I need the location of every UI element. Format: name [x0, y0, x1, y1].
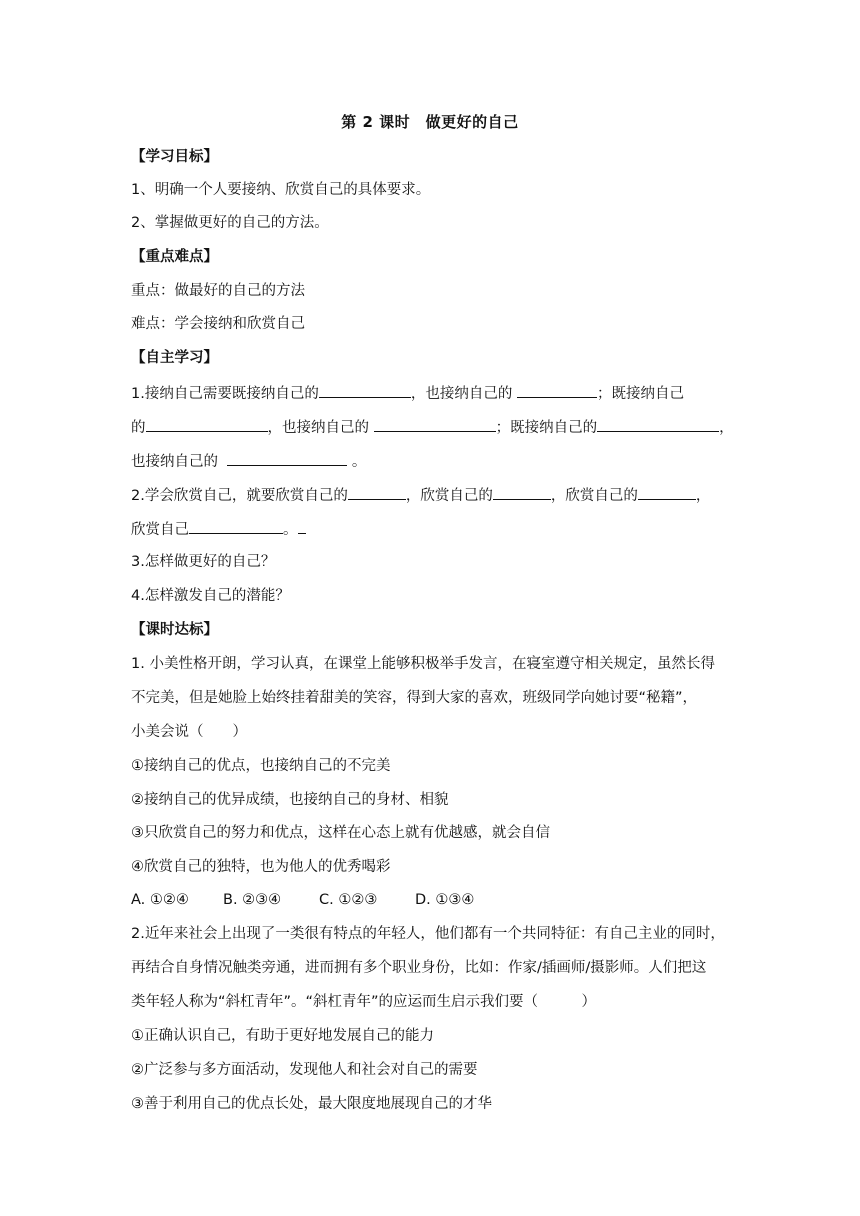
answer-option-b[interactable]: B. ②③④ [223, 892, 282, 908]
fill-question-1-line-2 [131, 416, 734, 438]
fill-blank[interactable] [227, 450, 347, 466]
mcq-1-choice: ①接纳自己的优点，也接纳自己的不完美 [131, 758, 391, 774]
question-text: 。 [283, 522, 298, 538]
question-text: ，也接纳自己的 [267, 420, 369, 436]
question-text: 2.学会欣赏自己，就要欣赏自己的 [131, 488, 348, 504]
answer-option-a[interactable]: A. ①②④ [131, 892, 189, 908]
fill-blank[interactable] [146, 416, 268, 432]
short-question-3: 3.怎样做更好的自己？ [131, 554, 276, 570]
question-text: ；既接纳自己的 [495, 420, 598, 436]
mcq-2-stem: 2.近年来社会上出现了一类很有特点的年轻人，他们都有一个共同特征：有自己主业的同时， [131, 926, 725, 942]
mcq-2-choice: ③善于利用自己的优点长处，最大限度地展现自己的才华 [131, 1096, 492, 1112]
page-title: 第 2 课时 做更好的自己 [341, 113, 519, 131]
fill-blank[interactable] [319, 382, 411, 398]
answer-option-d[interactable]: D. ①③④ [415, 892, 475, 908]
fill-blank[interactable] [493, 484, 551, 500]
mcq-2-choice: ②广泛参与多方面活动，发现他人和社会对自己的需要 [131, 1062, 478, 1078]
question-text: ， [695, 488, 711, 504]
fill-question-2-line-1 [131, 484, 731, 506]
mcq-1-stem: 小美会说（ ） [131, 724, 247, 740]
question-text: 的 [131, 420, 146, 436]
fill-blank[interactable] [189, 518, 283, 534]
fill-blank[interactable] [298, 518, 306, 534]
question-text: ，也接纳自己的 [410, 386, 513, 402]
fill-blank[interactable] [374, 416, 496, 432]
mcq-1-choice: ②接纳自己的优异成绩，也接纳自己的身材、相貌 [131, 792, 449, 808]
mcq-1-options [131, 890, 731, 910]
question-text: 1.接纳自己需要既接纳自己的 [131, 386, 319, 402]
fill-question-1-line-3 [131, 450, 731, 472]
section-heading-keypoints: 【重点难点】 [131, 249, 218, 265]
fill-question-2-line-2 [131, 518, 731, 540]
question-text: ；既接纳自己 [596, 386, 684, 402]
section-heading-self-study: 【自主学习】 [131, 350, 218, 366]
goal-item: 2、掌握做更好的自己的方法。 [131, 215, 329, 231]
mcq-1-stem: 1. 小美性格开朗，学习认真，在课堂上能够积极举手发言，在寝室遵守相关规定，虽然长得 [131, 656, 715, 672]
question-text: ，欣赏自己的 [550, 488, 638, 504]
section-heading-practice: 【课时达标】 [131, 622, 218, 638]
question-text: ，欣赏自己的 [405, 488, 493, 504]
question-text: 欣赏自己 [131, 522, 189, 538]
keypoint-item: 重点：做最好的自己的方法 [131, 283, 305, 299]
answer-option-c[interactable]: C. ①②③ [319, 892, 378, 908]
question-text: ， [719, 420, 734, 436]
short-question-4: 4.怎样激发自己的潜能？ [131, 588, 290, 604]
section-heading-goals: 【学习目标】 [131, 149, 218, 165]
mcq-2-stem: 类年轻人称为“斜杠青年”。“斜杠青年”的应运而生启示我们要（ ） [131, 994, 597, 1010]
goal-item: 1、明确一个人要接纳、欣赏自己的具体要求。 [131, 182, 431, 198]
mcq-1-choice: ④欣赏自己的独特，也为他人的优秀喝彩 [131, 859, 391, 875]
fill-blank[interactable] [517, 382, 597, 398]
mcq-2-choice: ①正确认识自己，有助于更好地发展自己的能力 [131, 1028, 434, 1044]
question-text: 也接纳自己的 [131, 454, 218, 470]
mcq-2-stem: 再结合自身情况触类旁通，进而拥有多个职业身份，比如：作家/插画师/摄影师。人们把这 [131, 960, 707, 976]
fill-question-1-line-1 [131, 382, 731, 404]
fill-blank[interactable] [638, 484, 696, 500]
mcq-1-stem: 不完美，但是她脸上始终挂着甜美的笑容，得到大家的喜欢，班级同学向她讨要“秘籍”， [131, 690, 698, 706]
mcq-1-choice: ③只欣赏自己的努力和优点，这样在心态上就有优越感，就会自信 [131, 825, 550, 841]
fill-blank[interactable] [348, 484, 406, 500]
keypoint-item: 难点：学会接纳和欣赏自己 [131, 316, 305, 332]
question-text: 。 [351, 454, 367, 470]
fill-blank[interactable] [597, 416, 719, 432]
